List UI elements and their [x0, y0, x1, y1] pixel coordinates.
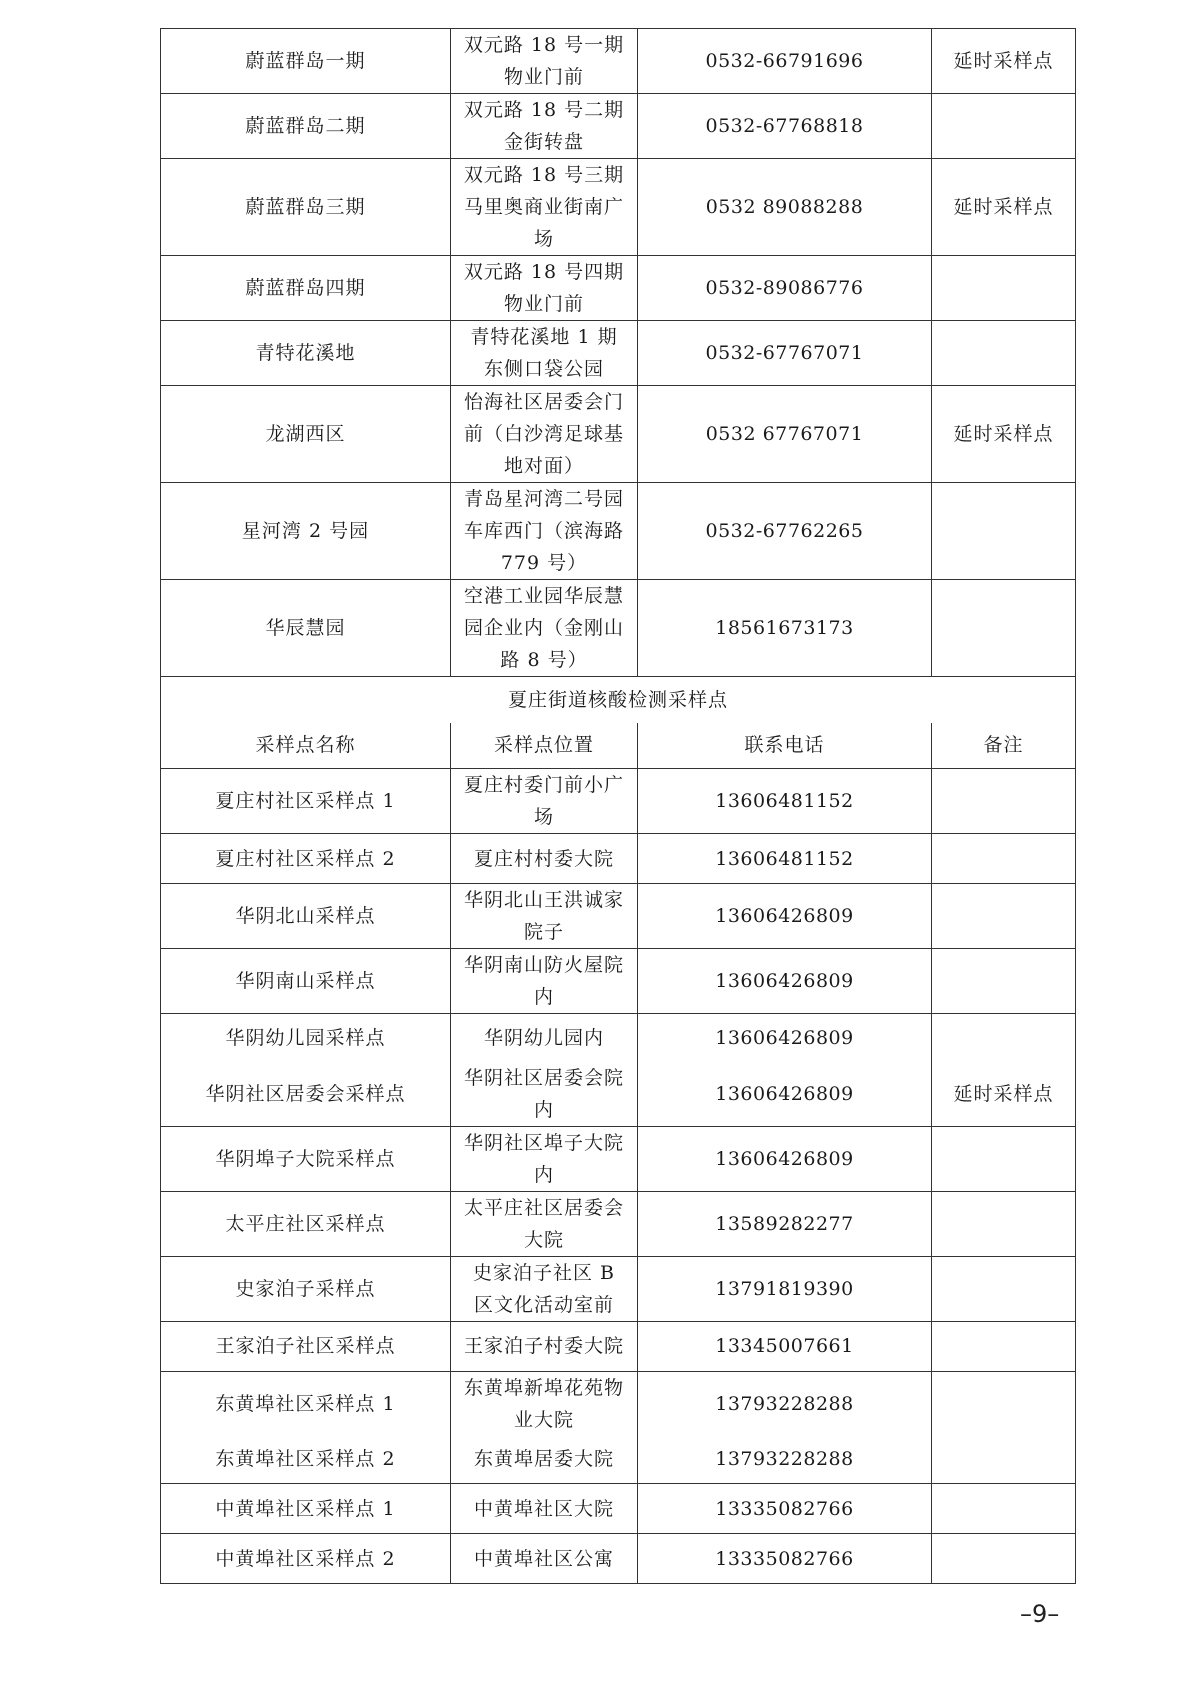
- site-phone-cell: 0532-67762265: [638, 483, 932, 580]
- page-number: –9–: [1020, 1600, 1060, 1628]
- site-note-cell: 延时采样点: [932, 386, 1076, 483]
- site-location-cell: 王家泊子村委大院: [451, 1321, 638, 1371]
- site-note-cell: [932, 1321, 1076, 1371]
- site-note-cell: 延时采样点: [932, 1062, 1076, 1127]
- site-name-cell: 星河湾 2 号园: [161, 483, 451, 580]
- site-name-cell: 华阴埠子大院采样点: [161, 1126, 451, 1191]
- site-note-cell: [932, 834, 1076, 884]
- table-row: [161, 884, 1076, 949]
- table-row: [161, 256, 1076, 321]
- site-note-cell: [932, 884, 1076, 949]
- site-note-cell: [932, 1534, 1076, 1584]
- site-note-cell: [932, 1484, 1076, 1534]
- site-phone-cell: 0532-66791696: [638, 29, 932, 94]
- site-note-cell: [932, 1256, 1076, 1321]
- site-location-cell: 中黄埠社区公寓: [451, 1534, 638, 1584]
- site-location-cell: 华阴幼儿园内: [451, 1014, 638, 1062]
- site-name-cell: 中黄埠社区采样点 1: [161, 1484, 451, 1534]
- site-phone-cell: 13335082766: [638, 1534, 932, 1584]
- table-row: [161, 1371, 1076, 1436]
- site-name-cell: 龙湖西区: [161, 386, 451, 483]
- column-header-tel: 联系电话: [638, 723, 932, 769]
- site-name-cell: 蔚蓝群岛一期: [161, 29, 451, 94]
- site-name-cell: 中黄埠社区采样点 2: [161, 1534, 451, 1584]
- site-phone-cell: 13606426809: [638, 1014, 932, 1062]
- section-title: 夏庄街道核酸检测采样点: [161, 677, 1076, 723]
- site-phone-cell: 13606481152: [638, 834, 932, 884]
- site-location-cell: 史家泊子社区 B 区文化活动室前: [451, 1256, 638, 1321]
- column-header-note: 备注: [932, 723, 1076, 769]
- table-row: [161, 1484, 1076, 1534]
- site-location-cell: 华阴南山防火屋院内: [451, 949, 638, 1014]
- site-location-cell: 双元路 18 号三期马里奥商业街南广场: [451, 159, 638, 256]
- site-phone-cell: 13606426809: [638, 884, 932, 949]
- site-note-cell: 延时采样点: [932, 29, 1076, 94]
- site-phone-cell: 13335082766: [638, 1484, 932, 1534]
- site-note-cell: [932, 769, 1076, 834]
- site-phone-cell: 13791819390: [638, 1256, 932, 1321]
- site-note-cell: 延时采样点: [932, 159, 1076, 256]
- site-name-cell: 青特花溪地: [161, 321, 451, 386]
- table-row: [161, 321, 1076, 386]
- site-note-cell: [932, 94, 1076, 159]
- column-header-loc: 采样点位置: [451, 723, 638, 769]
- site-name-cell: 华阴北山采样点: [161, 884, 451, 949]
- site-name-cell: 东黄埠社区采样点 1: [161, 1371, 451, 1436]
- site-phone-cell: 13606426809: [638, 1126, 932, 1191]
- site-location-cell: 青特花溪地 1 期东侧口袋公园: [451, 321, 638, 386]
- site-phone-cell: 0532 67767071: [638, 386, 932, 483]
- site-phone-cell: 0532-67768818: [638, 94, 932, 159]
- table-row: [161, 1436, 1076, 1484]
- site-location-cell: 华阴社区居委会院内: [451, 1062, 638, 1127]
- site-location-cell: 华阴北山王洪诚家院子: [451, 884, 638, 949]
- site-name-cell: 夏庄村社区采样点 2: [161, 834, 451, 884]
- site-location-cell: 双元路 18 号二期金街转盘: [451, 94, 638, 159]
- site-note-cell: [932, 1436, 1076, 1484]
- site-location-cell: 怡海社区居委会门前（白沙湾足球基地对面）: [451, 386, 638, 483]
- table-row: [161, 1321, 1076, 1371]
- site-note-cell: [932, 949, 1076, 1014]
- site-phone-cell: 0532-89086776: [638, 256, 932, 321]
- site-name-cell: 华阴南山采样点: [161, 949, 451, 1014]
- site-location-cell: 夏庄村村委大院: [451, 834, 638, 884]
- table-row: [161, 769, 1076, 834]
- table-row: [161, 949, 1076, 1014]
- table-row: [161, 580, 1076, 677]
- section-title-row: [161, 677, 1076, 723]
- site-note-cell: [932, 321, 1076, 386]
- table-row: [161, 834, 1076, 884]
- site-name-cell: 史家泊子采样点: [161, 1256, 451, 1321]
- site-location-cell: 夏庄村委门前小广场: [451, 769, 638, 834]
- column-header-name: 采样点名称: [161, 723, 451, 769]
- site-name-cell: 夏庄村社区采样点 1: [161, 769, 451, 834]
- site-name-cell: 蔚蓝群岛二期: [161, 94, 451, 159]
- site-location-cell: 青岛星河湾二号园车库西门（滨海路779 号）: [451, 483, 638, 580]
- site-location-cell: 中黄埠社区大院: [451, 1484, 638, 1534]
- site-phone-cell: 13606426809: [638, 1062, 932, 1127]
- site-note-cell: [932, 1014, 1076, 1062]
- site-name-cell: 东黄埠社区采样点 2: [161, 1436, 451, 1484]
- table-row: [161, 1062, 1076, 1127]
- site-location-cell: 东黄埠居委大院: [451, 1436, 638, 1484]
- site-name-cell: 华阴社区居委会采样点: [161, 1062, 451, 1127]
- table-row: [161, 159, 1076, 256]
- site-name-cell: 蔚蓝群岛四期: [161, 256, 451, 321]
- site-phone-cell: 13606481152: [638, 769, 932, 834]
- table-row: [161, 1256, 1076, 1321]
- site-note-cell: [932, 1126, 1076, 1191]
- site-phone-cell: 13793228288: [638, 1436, 932, 1484]
- table-header-row: [161, 723, 1076, 769]
- site-location-cell: 东黄埠新埠花苑物业大院: [451, 1371, 638, 1436]
- site-phone-cell: 13589282277: [638, 1191, 932, 1256]
- site-name-cell: 王家泊子社区采样点: [161, 1321, 451, 1371]
- site-name-cell: 华阴幼儿园采样点: [161, 1014, 451, 1062]
- site-location-cell: 太平庄社区居委会大院: [451, 1191, 638, 1256]
- site-name-cell: 太平庄社区采样点: [161, 1191, 451, 1256]
- site-phone-cell: 13606426809: [638, 949, 932, 1014]
- site-note-cell: [932, 1191, 1076, 1256]
- site-location-cell: 华阴社区埠子大院内: [451, 1126, 638, 1191]
- site-phone-cell: 0532 89088288: [638, 159, 932, 256]
- table-row: [161, 94, 1076, 159]
- site-name-cell: 华辰慧园: [161, 580, 451, 677]
- table-row: [161, 1191, 1076, 1256]
- site-location-cell: 双元路 18 号四期物业门前: [451, 256, 638, 321]
- site-note-cell: [932, 580, 1076, 677]
- site-phone-cell: 13793228288: [638, 1371, 932, 1436]
- table-row: [161, 29, 1076, 94]
- site-name-cell: 蔚蓝群岛三期: [161, 159, 451, 256]
- table-row: [161, 1014, 1076, 1062]
- table-row: [161, 1534, 1076, 1584]
- site-location-cell: 空港工业园华辰慧园企业内（金刚山路 8 号）: [451, 580, 638, 677]
- table-row: [161, 483, 1076, 580]
- table-row: [161, 1126, 1076, 1191]
- sampling-sites-table: [160, 28, 1076, 1584]
- site-phone-cell: 18561673173: [638, 580, 932, 677]
- site-note-cell: [932, 1371, 1076, 1436]
- site-note-cell: [932, 256, 1076, 321]
- site-note-cell: [932, 483, 1076, 580]
- table-row: [161, 386, 1076, 483]
- site-phone-cell: 0532-67767071: [638, 321, 932, 386]
- site-phone-cell: 13345007661: [638, 1321, 932, 1371]
- site-location-cell: 双元路 18 号一期物业门前: [451, 29, 638, 94]
